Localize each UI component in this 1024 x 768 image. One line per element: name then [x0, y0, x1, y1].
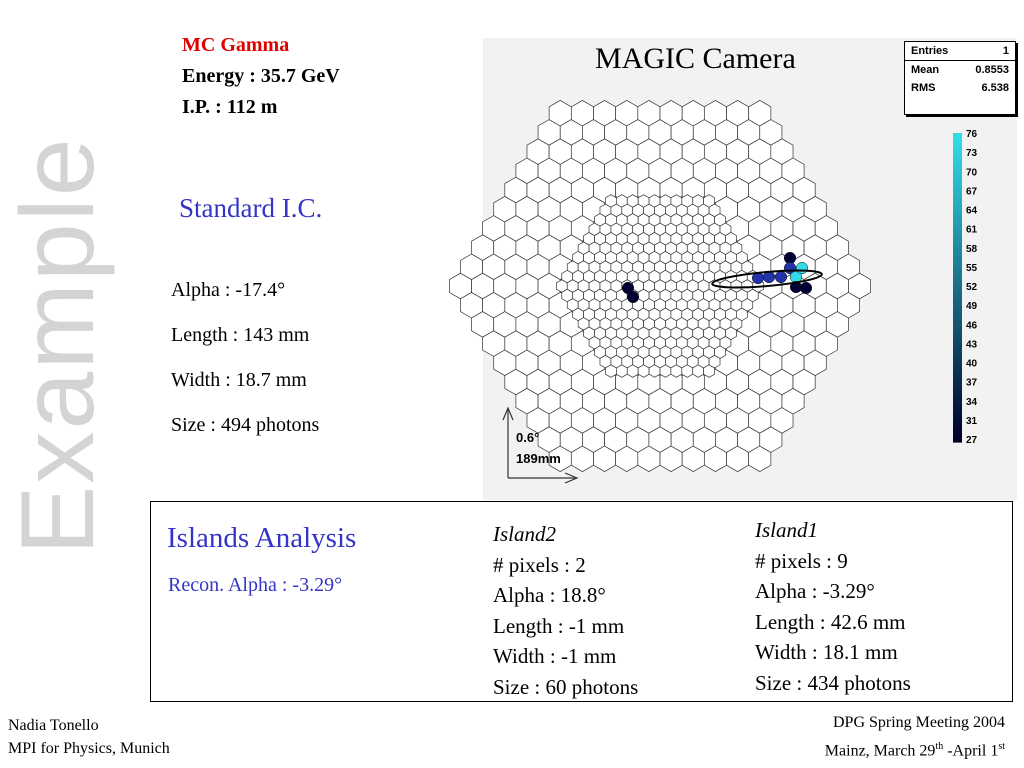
island1-name: Island1 — [755, 518, 818, 542]
colorbar-segment — [953, 294, 962, 301]
colorbar-segment — [953, 275, 962, 282]
colorbar-segment — [953, 397, 962, 404]
colorbar-segment — [953, 146, 962, 153]
colorbar-tick-label: 67 — [966, 186, 978, 198]
colorbar-tick-label: 31 — [966, 415, 978, 427]
colorbar-segment — [953, 410, 962, 417]
method-title: Standard I.C. — [179, 193, 323, 223]
colorbar-segment — [953, 358, 962, 365]
island2-length: Length : -1 mm — [493, 613, 625, 638]
colorbar-segment — [953, 365, 962, 372]
size-param: Size : 494 photons — [171, 414, 320, 436]
camera-title: MAGIC Camera — [595, 42, 796, 75]
colorbar-tick-label: 73 — [966, 148, 978, 160]
colorbar-segment — [953, 249, 962, 256]
stats-entries: Entries 1 — [905, 42, 1015, 61]
colorbar-segment — [953, 384, 962, 391]
camera-pixels — [449, 100, 870, 471]
colorbar-segment — [953, 339, 962, 346]
island2-pixels: # pixels : 2 — [493, 552, 586, 577]
colorbar-tick-label: 52 — [966, 282, 978, 293]
colorbar-segment — [953, 204, 962, 211]
colorbar-tick-label: 27 — [966, 435, 978, 446]
colorbar-segment — [953, 178, 962, 185]
institute-name: MPI for Physics, Munich — [8, 740, 170, 757]
colorbar-segment — [953, 159, 962, 166]
meeting-place-date: Mainz, March 29th -April 1st — [824, 741, 1005, 760]
island2-alpha: Alpha : 18.8° — [493, 583, 606, 607]
colorbar-segment — [953, 165, 962, 172]
island1-alpha: Alpha : -3.29° — [755, 579, 875, 603]
colorbar-tick-label: 34 — [966, 396, 978, 408]
island1-length: Length : 42.6 mm — [755, 609, 906, 634]
colorbar-segment — [953, 423, 962, 430]
lit-pixel — [775, 271, 787, 283]
meeting-name: DPG Spring Meeting 2004 — [833, 714, 1005, 731]
colorbar-tick-label: 55 — [966, 262, 978, 274]
colorbar-segment — [953, 262, 962, 269]
recon-alpha: Recon. Alpha : -3.29° — [168, 574, 343, 596]
scale-angle: 0.6° — [516, 430, 540, 445]
lit-pixel — [796, 262, 808, 274]
stats-box — [904, 41, 1016, 115]
colorbar-tick-label: 58 — [966, 243, 978, 255]
colorbar-tick-label: 46 — [966, 320, 978, 332]
scale-length: 189mm — [516, 451, 561, 466]
colorbar-segment — [953, 345, 962, 352]
colorbar-segment — [953, 416, 962, 423]
colorbar-segment — [953, 378, 962, 385]
colorbar-segment — [953, 300, 962, 307]
colorbar-segment — [953, 236, 962, 243]
colorbar-segment — [953, 223, 962, 230]
island1-width: Width : 18.1 mm — [755, 640, 898, 664]
colorbar-segment — [953, 210, 962, 217]
colorbar-segment — [953, 152, 962, 159]
colorbar-segment — [953, 185, 962, 192]
island1-size: Size : 434 photons — [755, 670, 911, 695]
length-param: Length : 143 mm — [171, 324, 310, 346]
particle-type: MC Gamma — [182, 34, 290, 56]
colorbar-tick-label: 49 — [966, 301, 978, 313]
colorbar-tick-label: 37 — [966, 377, 978, 389]
colorbar-segment — [953, 139, 962, 146]
colorbar-tick-label: 61 — [966, 224, 978, 236]
footer-meeting-block — [760, 711, 1005, 763]
island2-width: Width : -1 mm — [493, 644, 617, 668]
colorbar-segment — [953, 242, 962, 249]
colorbar-segment — [953, 268, 962, 275]
colorbar-segment — [953, 333, 962, 340]
colorbar-segment — [953, 133, 962, 140]
island1-column — [755, 515, 911, 698]
colorbar-segment — [953, 326, 962, 333]
colorbar-tick-label: 43 — [966, 339, 978, 351]
footer-author-block — [8, 714, 170, 760]
colorbar-segment — [953, 217, 962, 224]
island2-name: Island2 — [493, 522, 556, 546]
colorbar-segment — [953, 172, 962, 179]
width-param: Width : 18.7 mm — [171, 369, 307, 391]
energy-label: Energy : 35.7 GeV — [182, 65, 340, 87]
lit-pixel — [627, 291, 639, 303]
colorbar-segment — [953, 197, 962, 204]
colorbar-segment — [953, 429, 962, 436]
colorbar-segment — [953, 281, 962, 288]
colorbar-segment — [953, 288, 962, 295]
colorbar-segment — [953, 436, 962, 443]
colorbar-segment — [953, 313, 962, 320]
colorbar-segment — [953, 352, 962, 359]
island1-pixels: # pixels : 9 — [755, 548, 848, 573]
colorbar-segment — [953, 307, 962, 314]
color-scale — [953, 129, 978, 446]
colorbar-segment — [953, 191, 962, 198]
colorbar-segment — [953, 403, 962, 410]
colorbar-tick-label: 64 — [966, 205, 978, 217]
colorbar-segment — [953, 255, 962, 262]
colorbar-segment — [953, 320, 962, 327]
island2-column — [493, 519, 638, 702]
example-watermark: Example — [0, 136, 116, 555]
stats-rms: RMS 6.538 — [911, 82, 1009, 94]
island2-size: Size : 60 photons — [493, 674, 639, 699]
colorbar-tick-label: 70 — [966, 167, 978, 179]
lit-pixel — [800, 282, 812, 294]
islands-title: Islands Analysis — [167, 522, 357, 554]
alpha-param: Alpha : -17.4° — [171, 279, 286, 301]
author-name: Nadia Tonello — [8, 717, 99, 734]
colorbar-segment — [953, 230, 962, 237]
colorbar-tick-label: 40 — [966, 358, 978, 370]
colorbar-segment — [953, 371, 962, 378]
stats-mean: Mean 0.8553 — [911, 64, 1009, 76]
colorbar-tick-label: 76 — [966, 129, 978, 140]
impact-parameter-label: I.P. : 112 m — [182, 96, 278, 118]
colorbar-segment — [953, 391, 962, 398]
